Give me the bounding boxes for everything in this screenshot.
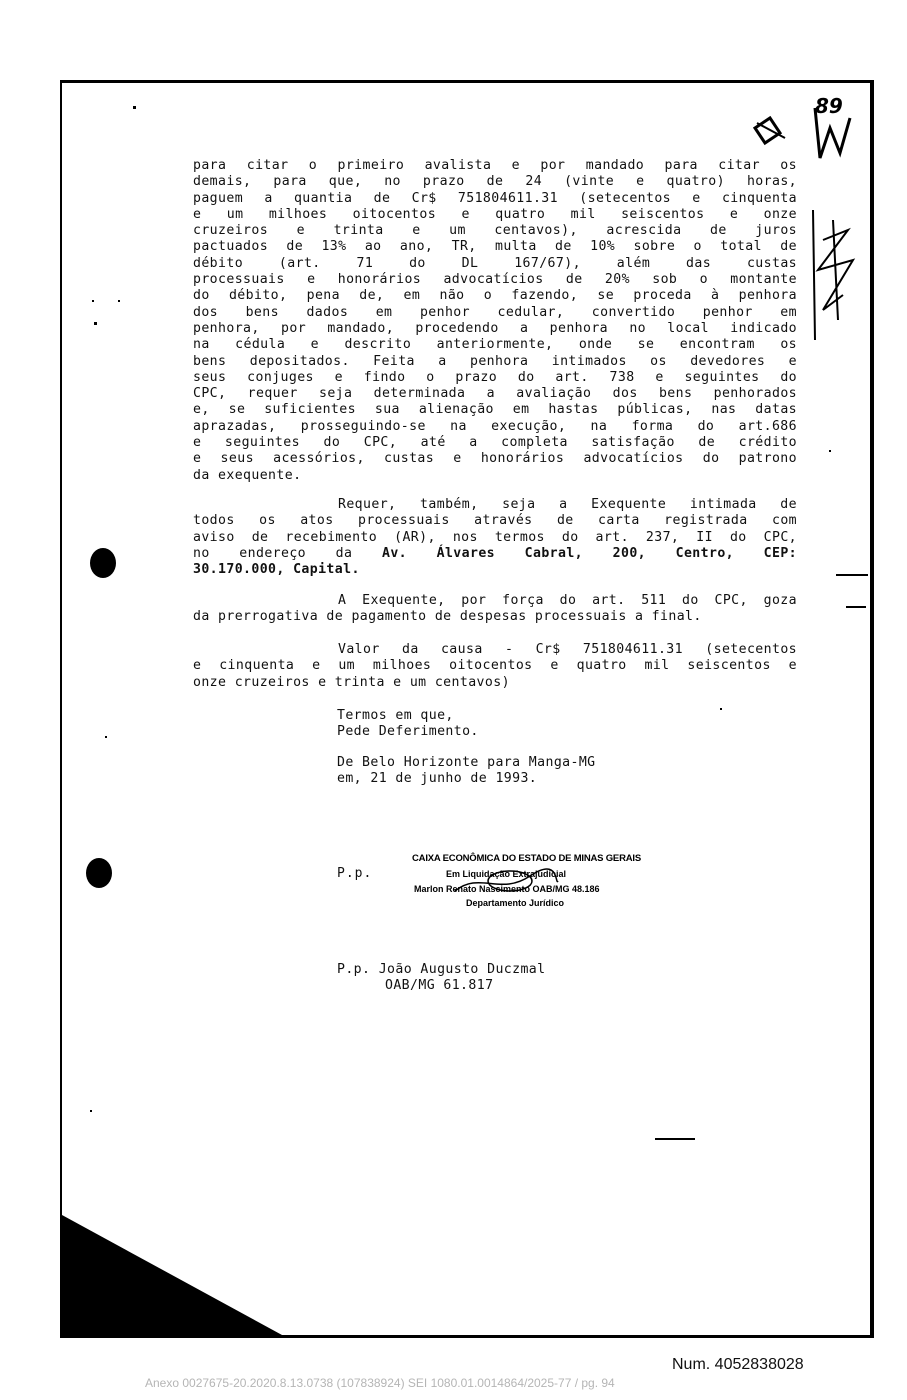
p1-line: penhora, por mandado, procedendo a penhora no local indicado (193, 320, 797, 336)
p1-line: dos bens dados em penhor cedular, convertido penhor em (193, 304, 797, 320)
p3-line: A Exequente, por força do art. 511 do CPC, goza (338, 593, 797, 608)
p1-line: bens depositados. Feita a penhora intimados os devedores e (193, 353, 797, 369)
margin-mark (846, 606, 866, 608)
p1-line: aprazadas, prosseguindo-se na execução, na forma do art.686 (193, 418, 797, 434)
closing-formula (337, 708, 479, 741)
attorney-signature-block (337, 962, 546, 995)
p4-line: e cinquenta e um milhoes oitocentos e quatro mil seiscentos e (193, 658, 797, 674)
p2-line: no endereço da (193, 545, 353, 561)
p1-line: da exequente. (193, 467, 302, 483)
margin-mark (655, 1138, 695, 1140)
closing-line: Termos em que, (337, 708, 454, 723)
stamp-line: Em Liquidação Extrajudicial (446, 869, 567, 879)
closing-line: Pede Deferimento. (337, 724, 479, 740)
p1-line: seus conjuges e findo o prazo do art. 738 e seguintes do (193, 369, 797, 385)
paragraph-request-intimation (193, 497, 797, 578)
p1-line: e um milhoes oitocentos e quatro mil seiscentos e onze (193, 206, 797, 222)
paragraph-case-value (193, 642, 797, 691)
p3-line: da prerrogativa de pagamento de despesas processuais a final. (193, 609, 702, 625)
document-number: Num. 4052838028 (672, 1356, 804, 1373)
p1-line: CPC, requer seja determinada a avaliação dos bens penhorados (193, 386, 797, 402)
p2-address-line (193, 546, 797, 562)
scan-speck (829, 450, 831, 452)
date-line: em, 21 de junho de 1993. (337, 771, 538, 787)
margin-signature-scribble (803, 200, 863, 350)
p1-line: débito (art. 71 do DL 167/67), além das custas (193, 255, 797, 271)
scan-corner-shadow (62, 1215, 282, 1335)
signature-scribble (450, 861, 560, 901)
annex-reference: Anexo 0027675-20.2020.8.13.0738 (107838924) SEI 1080.01.0014864/2025-77 / pg. 94 (145, 1376, 615, 1390)
scan-speck (94, 322, 97, 325)
scan-speck (105, 736, 107, 738)
paragraph-request-citation (193, 158, 797, 484)
attorney-oab: OAB/MG 61.817 (385, 978, 494, 994)
attorney-name: P.p. João Augusto Duczmal (337, 962, 546, 977)
scan-speck (90, 1110, 92, 1112)
punch-hole (90, 548, 116, 578)
p1-line: na cédula e descrito anteriormente, onde se encontram os (193, 337, 797, 353)
p1-line: pactuados de 13% ao ano, TR, multa de 10% sobre o total de (193, 239, 797, 255)
p1-line: cruzeiros e trinta e um centavos), acrescida de juros (193, 223, 797, 239)
margin-mark (836, 574, 868, 576)
punch-hole (86, 858, 112, 888)
annotation-number: 89 (815, 94, 843, 118)
address-bold: Av. Álvares Cabral, 200, Centro, CEP: (381, 545, 797, 561)
place-line: De Belo Horizonte para Manga-MG (337, 755, 596, 770)
p2-line: Requer, também, seja a Exequente intimada de (338, 497, 797, 512)
p1-line: e seus acessórios, custas e honorários advocatícios do patrono (193, 451, 797, 467)
p2-line: todos os atos processuais através de carta registrada com (193, 513, 797, 529)
place-and-date (337, 755, 596, 788)
p1-line: paguem a quantia de Cr$ 751804611.31 (setecentos e cinquenta (193, 190, 797, 206)
p2-line: aviso de recebimento (AR), nos termos do art. 237, II do CPC, (193, 529, 797, 545)
stamp-line: CAIXA ECONÔMICA DO ESTADO DE MINAS GERAIS (412, 853, 641, 864)
pp-label: P.p. (337, 866, 373, 881)
p1-line: e seguintes do CPC, até a completa satisfação de crédito (193, 435, 797, 451)
p1-line: para citar o primeiro avalista e por mandado para citar os (193, 158, 797, 173)
address-bold-cep: 30.170.000, Capital. (193, 562, 360, 578)
p1-line: demais, para que, no prazo de 24 (vinte e quatro) horas, (193, 174, 797, 190)
stamp-line: Departamento Jurídico (466, 898, 565, 908)
stamp-line: Marlon Renato Nascimento OAB/MG 48.186 (414, 884, 600, 894)
p1-line: e, se suficientes sua alienação em hastas públicas, nas datas (193, 402, 797, 418)
p1-line: do débito, pena de, em não o fazendo, se proceda à penhora (193, 288, 797, 304)
scan-speck (133, 106, 136, 109)
institution-stamp (410, 853, 641, 913)
p1-line: processuais e honorários advocatícios de 20% sob o montante (193, 272, 797, 288)
p4-line: Valor da causa - Cr$ 751804611.31 (setecentos (338, 642, 797, 657)
p4-line: onze cruzeiros e trinta e um centavos) (193, 674, 510, 690)
scan-speck (92, 300, 94, 302)
paragraph-prerogative (193, 593, 797, 626)
scan-speck (720, 708, 722, 710)
scan-speck (118, 300, 120, 302)
